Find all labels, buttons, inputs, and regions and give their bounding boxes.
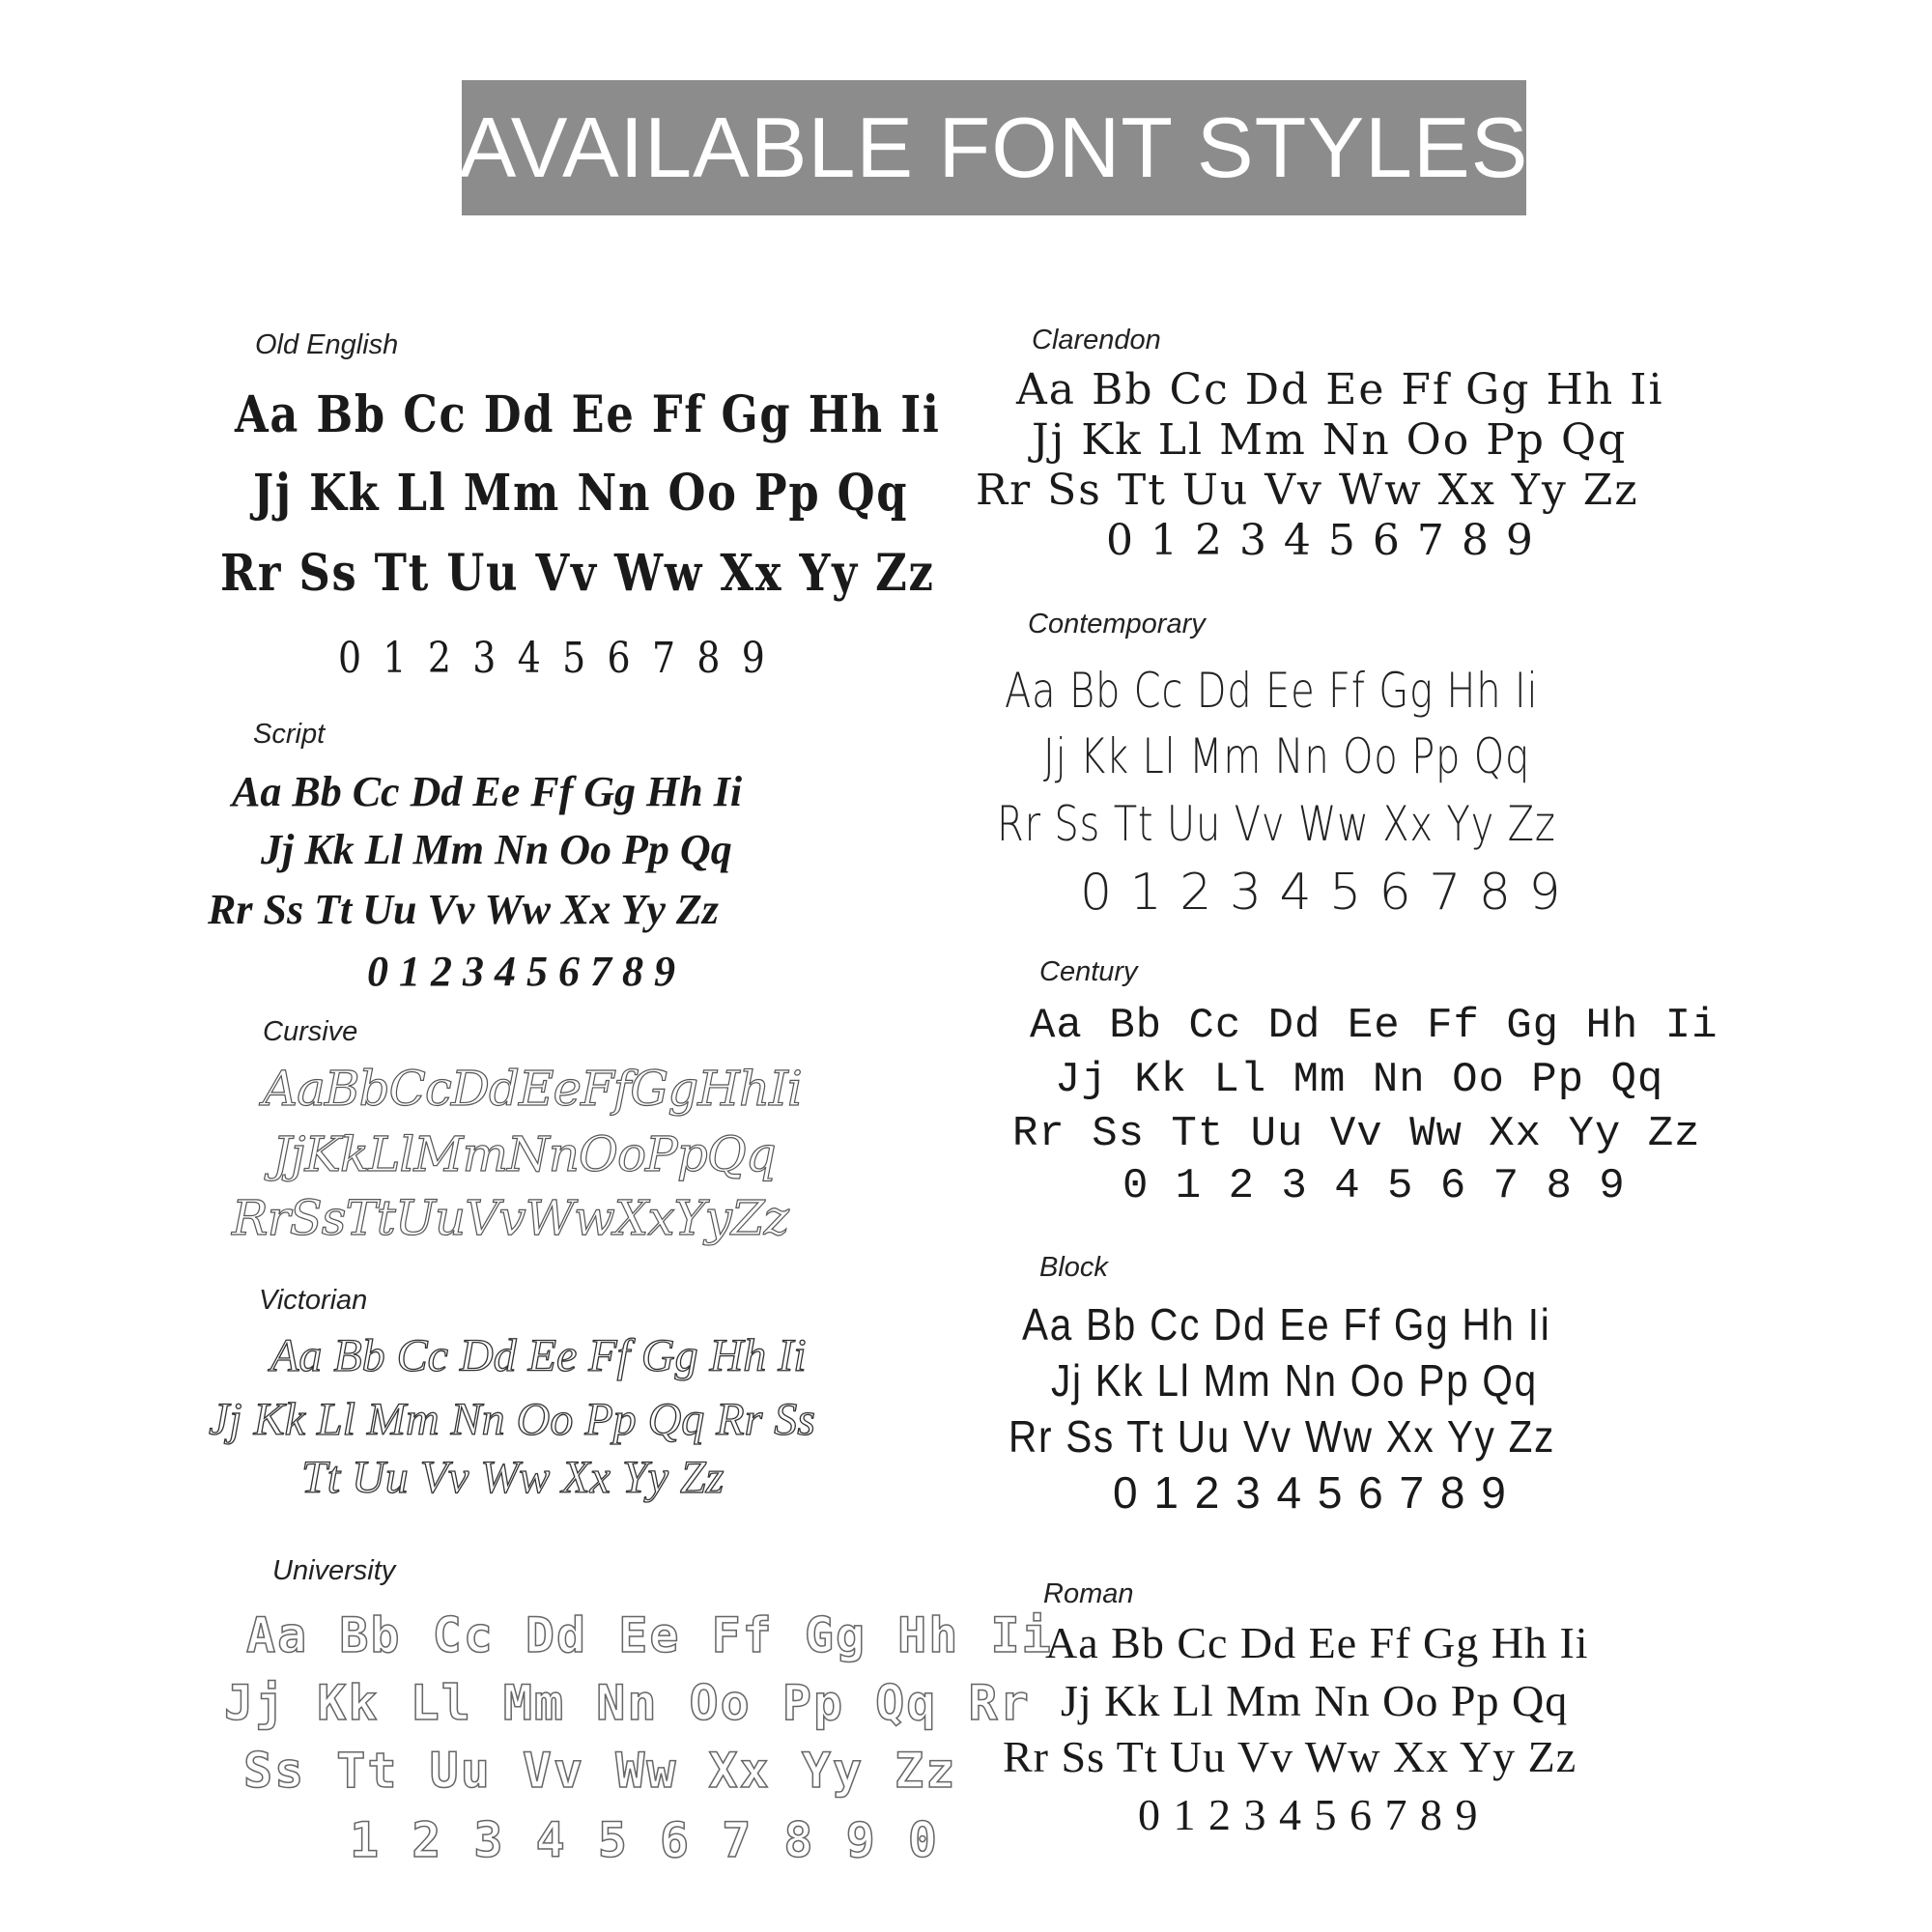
title-banner <box>459 80 1529 215</box>
sample-line: Jj Kk Ll Mm Nn Oo Pp Qq <box>261 826 732 873</box>
font-name-clarendon: Clarendon <box>1032 325 1161 355</box>
sample-line: Rr Ss Tt Uu Vv Ww Xx Yy Zz <box>1009 1411 1556 1462</box>
sample-line: Aa Bb Cc Dd Ee Ff Gg Hh Ii <box>246 1607 1053 1663</box>
sample-numerals: 0 1 2 3 4 5 6 7 8 9 <box>338 634 771 683</box>
sample-line: Aa Bb Cc Dd Ee Ff Gg Hh Ii <box>1005 663 1539 719</box>
sample-line: Aa Bb Cc Dd Ee Ff Gg Hh Ii <box>1045 1618 1589 1667</box>
sample-line: RrSsTtUuVvWwXxYyZz <box>232 1190 788 1246</box>
sample-line: Aa Bb Cc Dd Ee Ff Gg Hh Ii <box>1030 1002 1719 1050</box>
sample-line: Rr Ss Tt Uu Vv Ww Xx Yy Zz <box>220 544 935 603</box>
sample-line: Jj Kk Ll Mm Nn Oo Pp Qq Rr Ss <box>209 1394 815 1445</box>
sample-numerals: 0 1 2 3 4 5 6 7 8 9 <box>1138 1790 1479 1839</box>
sample-numerals: 0 1 2 3 4 5 6 7 8 9 <box>1113 1467 1508 1518</box>
font-name-century: Century <box>1039 956 1138 987</box>
sample-numerals: 0 1 2 3 4 5 6 7 8 9 <box>1106 516 1535 565</box>
sample-line: AaBbCcDdEeFfGgHhIi <box>263 1061 802 1117</box>
sample-line: Rr Ss Tt Uu Vv Ww Xx Yy Zz <box>1003 1732 1577 1781</box>
sample-line: Aa Bb Cc Dd Ee Ff Gg Hh Ii <box>235 385 941 444</box>
page-title: AVAILABLE FONT STYLES <box>459 99 1529 195</box>
font-name-contemporary: Contemporary <box>1028 609 1206 639</box>
sample-line: Jj Kk Ll Mm Nn Oo Pp Qq Rr <box>224 1675 1031 1731</box>
sample-line: Rr Ss Tt Uu Vv Ww Xx Yy Zz <box>976 466 1639 515</box>
sample-line: Jj Kk Ll Mm Nn Oo Pp Qq <box>1051 1355 1538 1406</box>
sample-numerals: 0 1 2 3 4 5 6 7 8 9 <box>1122 1162 1626 1210</box>
sample-line: Jj Kk Ll Mm Nn Oo Pp Qq <box>1043 728 1531 784</box>
font-name-victorian: Victorian <box>259 1285 368 1316</box>
sample-line: Tt Uu Vv Ww Xx Yy Zz <box>301 1452 724 1503</box>
sample-line: Aa Bb Cc Dd Ee Ff Gg Hh Ii <box>1022 1299 1551 1350</box>
sample-line: Rr Ss Tt Uu Vv Ww Xx Yy Zz <box>208 886 719 933</box>
font-name-university: University <box>272 1555 396 1586</box>
sample-numerals: 0 1 2 3 4 5 6 7 8 9 <box>1080 864 1562 922</box>
font-name-cursive: Cursive <box>263 1016 358 1047</box>
font-name-old-english: Old English <box>255 329 399 360</box>
font-name-block: Block <box>1039 1252 1108 1283</box>
sample-line: Aa Bb Cc Dd Ee Ff Gg Hh Ii <box>232 768 743 815</box>
sample-line: Jj Kk Ll Mm Nn Oo Pp Qq <box>1055 1056 1664 1104</box>
sample-line: Jj Kk Ll Mm Nn Oo Pp Qq <box>1032 415 1628 465</box>
font-name-script: Script <box>253 719 326 750</box>
sample-line: Rr Ss Tt Uu Vv Ww Xx Yy Zz <box>1012 1110 1701 1158</box>
sample-line: Rr Ss Tt Uu Vv Ww Xx Yy Zz <box>997 796 1556 852</box>
sample-line: Aa Bb Cc Dd Ee Ff Gg Hh Ii <box>270 1330 807 1381</box>
font-name-roman: Roman <box>1043 1578 1134 1609</box>
sample-line: Ss Tt Uu Vv Ww Xx Yy Zz <box>243 1743 957 1799</box>
sample-numerals: 0 1 2 3 4 5 6 7 8 9 <box>367 948 675 995</box>
sample-line: JjKkLlMmNnOoPpQq <box>272 1126 776 1182</box>
sample-line: Jj Kk Ll Mm Nn Oo Pp Qq <box>1061 1676 1569 1725</box>
sample-line: Aa Bb Cc Dd Ee Ff Gg Hh Ii <box>1016 365 1664 414</box>
sample-numerals: 1 2 3 4 5 6 7 8 9 0 <box>350 1812 939 1868</box>
sample-line: Jj Kk Ll Mm Nn Oo Pp Qq <box>253 464 909 523</box>
